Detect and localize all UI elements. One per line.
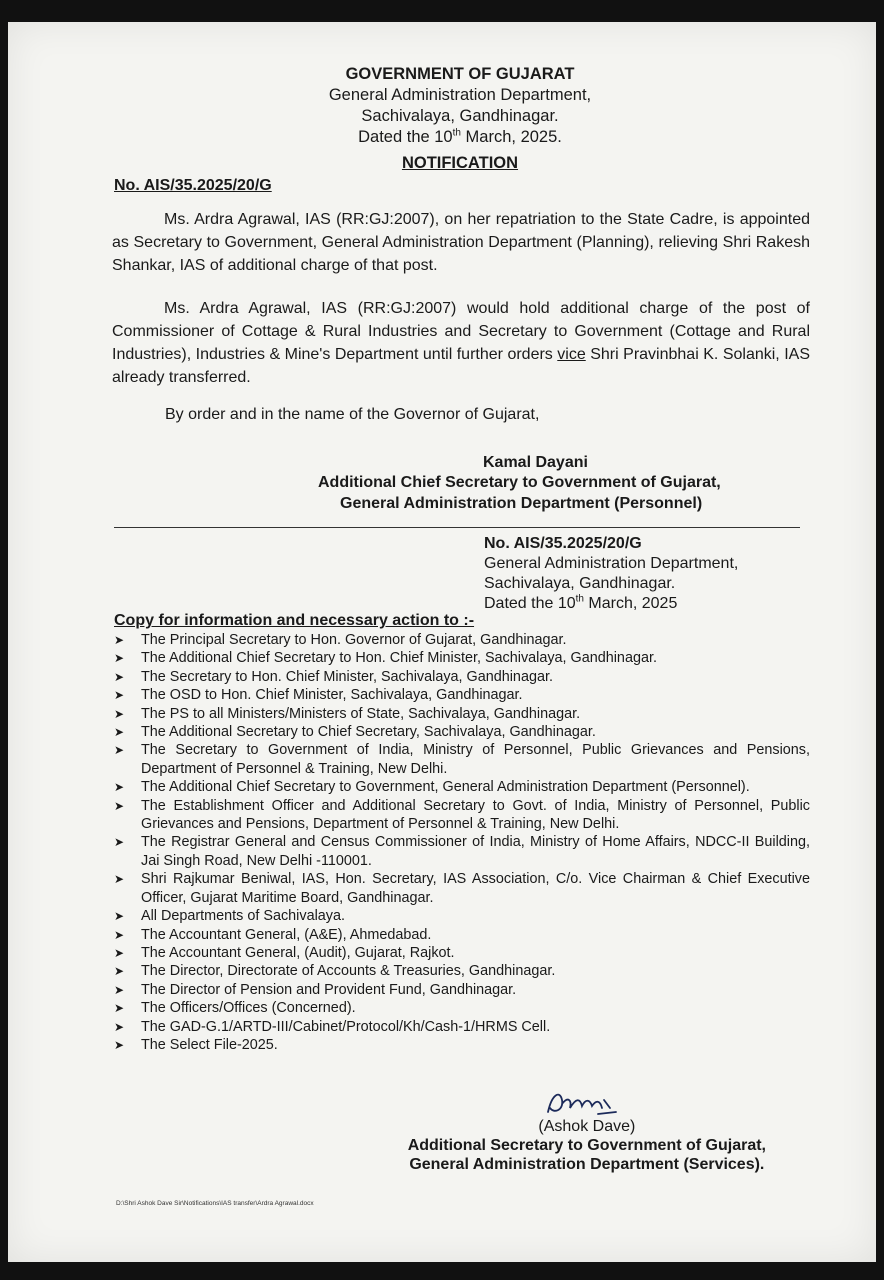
copy-recipient-item: ➤ The Establishment Officer and Additional Secretary to Govt. of India, Ministry of Personnel, Public Grievances and Pensions, Department of Personnel & Training, New Delhi. bbox=[114, 797, 810, 833]
copy-recipient-item: ➤ The Accountant General, (A&E), Ahmedabad. bbox=[114, 926, 432, 943]
bullet-arrow-icon: ➤ bbox=[114, 706, 125, 721]
signatory-name: Kamal Dayani bbox=[483, 454, 588, 471]
notification-title: NOTIFICATION bbox=[401, 154, 519, 172]
paragraph-additional-charge: Ms. Ardra Agrawal, IAS (RR:GJ:2007) would hold additional charge of the post of Commissioner of Cottage & Rural Industries and Secretary to Government (Cottage and Rural Industries), Industries & Mine's Department until further orders vice Shri Pravinbhai K. Solanki, IAS already transferred. bbox=[112, 300, 811, 386]
copy-recipient-item: ➤ The Registrar General and Census Commissioner of India, Ministry of Home Affairs, NDCC-II Building, Jai Singh Road, New Delhi -110001. bbox=[114, 834, 810, 869]
bullet-arrow-icon: ➤ bbox=[114, 725, 125, 740]
copy-recipient-item: ➤ The Secretary to Hon. Chief Minister, Sachivalaya, Gandhinagar. bbox=[114, 668, 553, 685]
government-name: GOVERNMENT OF GUJARAT bbox=[345, 65, 575, 83]
copy-recipient-item: ➤ The Select File-2025. bbox=[114, 1036, 278, 1053]
copy-recipient-item: ➤ The GAD-G.1/ARTD-III/Cabinet/Protocol/Kh/Cash-1/HRMS Cell. bbox=[114, 1018, 551, 1035]
signatory2-department: General Administration Department (Services). bbox=[409, 1156, 765, 1173]
copy-reference-block bbox=[484, 534, 738, 614]
issue-date: Dated the 10th March, 2025. bbox=[358, 127, 562, 146]
copy-recipient-item: ➤ The Officers/Offices (Concerned). bbox=[114, 1000, 356, 1017]
file-path: D:\Shri Ashok Dave Sir\Notifications\IAS transfer\Ardra Agrawal.docx bbox=[116, 1200, 314, 1207]
copy-heading: Copy for information and necessary action to :- bbox=[114, 612, 475, 629]
copy-department: General Administration Department, bbox=[484, 555, 739, 572]
bullet-arrow-icon: ➤ bbox=[114, 945, 125, 960]
signatory2-name: (Ashok Dave) bbox=[538, 1118, 636, 1135]
copy-recipient-item: ➤ The OSD to Hon. Chief Minister, Sachivalaya, Gandhinagar. bbox=[114, 687, 523, 704]
copy-order-number: No. AIS/35.2025/20/G bbox=[484, 535, 642, 552]
bullet-arrow-icon: ➤ bbox=[114, 669, 125, 684]
copy-recipient-list bbox=[114, 631, 810, 1054]
copy-recipient-item: ➤ The Additional Chief Secretary to Government, General Administration Department (Personnel). bbox=[114, 779, 750, 796]
bullet-arrow-icon: ➤ bbox=[114, 780, 125, 795]
copy-recipient-item: ➤ The Accountant General, (Audit), Gujarat, Rajkot. bbox=[114, 944, 455, 961]
copy-recipient-item: ➤ All Departments of Sachivalaya. bbox=[114, 908, 345, 925]
handwritten-signature-icon bbox=[542, 1086, 622, 1120]
copy-recipient-item: ➤ The Additional Chief Secretary to Hon. Chief Minister, Sachivalaya, Gandhinagar. bbox=[114, 650, 657, 667]
paragraph-by-order: By order and in the name of the Governor of Gujarat, bbox=[165, 406, 540, 423]
copy-recipient-item: ➤ The Additional Secretary to Chief Secretary, Sachivalaya, Gandhinagar. bbox=[114, 724, 596, 741]
signatory-designation: Additional Chief Secretary to Government of Gujarat, bbox=[318, 474, 721, 491]
copy-place: Sachivalaya, Gandhinagar. bbox=[484, 575, 676, 592]
bullet-arrow-icon: ➤ bbox=[114, 633, 125, 647]
copy-recipient-item: ➤ The Principal Secretary to Hon. Governor of Gujarat, Gandhinagar. bbox=[114, 632, 567, 648]
order-number: No. AIS/35.2025/20/G bbox=[114, 177, 272, 194]
bullet-arrow-icon: ➤ bbox=[114, 872, 125, 887]
bullet-arrow-icon: ➤ bbox=[114, 982, 125, 997]
signatory2-block bbox=[408, 1117, 766, 1174]
copy-recipient-item: ➤ The Director of Pension and Provident Fund, Gandhinagar. bbox=[114, 981, 517, 998]
bullet-arrow-icon: ➤ bbox=[114, 688, 125, 703]
bullet-arrow-icon: ➤ bbox=[114, 927, 125, 942]
paragraph-appointment: Ms. Ardra Agrawal, IAS (RR:GJ:2007), on her repatriation to the State Cadre, is appointed as Secretary to Government, General Administration Department (Planning), relieving Shri Rakesh Shankar, IAS of additional charge of that post. bbox=[112, 211, 810, 274]
office-place: Sachivalaya, Gandhinagar. bbox=[361, 107, 559, 125]
copy-recipient-item: ➤ The PS to all Ministers/Ministers of State, Sachivalaya, Gandhinagar. bbox=[114, 705, 581, 722]
bullet-arrow-icon: ➤ bbox=[114, 1019, 125, 1034]
signatory-department: General Administration Department (Personnel) bbox=[340, 495, 703, 512]
department-name: General Administration Department, bbox=[328, 86, 592, 104]
copy-date: Dated the 10th March, 2025 bbox=[484, 593, 678, 612]
bullet-arrow-icon: ➤ bbox=[114, 909, 125, 924]
signatory2-designation: Additional Secretary to Government of Gujarat, bbox=[407, 1137, 766, 1154]
bullet-arrow-icon: ➤ bbox=[114, 1037, 125, 1052]
copy-recipient-item: ➤ The Director, Directorate of Accounts & Treasuries, Gandhinagar. bbox=[114, 963, 556, 980]
bullet-arrow-icon: ➤ bbox=[114, 1001, 125, 1016]
copy-recipient-item: ➤ Shri Rajkumar Beniwal, IAS, Hon. Secretary, IAS Association, C/o. Vice Chairman & Chief Executive Officer, Gujarat Maritime Board, Gandhinagar. bbox=[114, 871, 810, 906]
letterhead bbox=[0, 64, 884, 148]
bullet-arrow-icon: ➤ bbox=[114, 964, 125, 979]
copy-recipient-item: ➤ The Secretary to Government of India, Ministry of Personnel, Public Grievances and Pensions, Department of Personnel & Training, New Delhi. bbox=[114, 742, 810, 777]
bullet-arrow-icon: ➤ bbox=[114, 651, 125, 666]
bullet-arrow-icon: ➤ bbox=[114, 835, 125, 850]
bullet-arrow-icon: ➤ bbox=[114, 798, 125, 813]
bullet-arrow-icon: ➤ bbox=[114, 743, 125, 758]
divider-line bbox=[114, 527, 800, 528]
